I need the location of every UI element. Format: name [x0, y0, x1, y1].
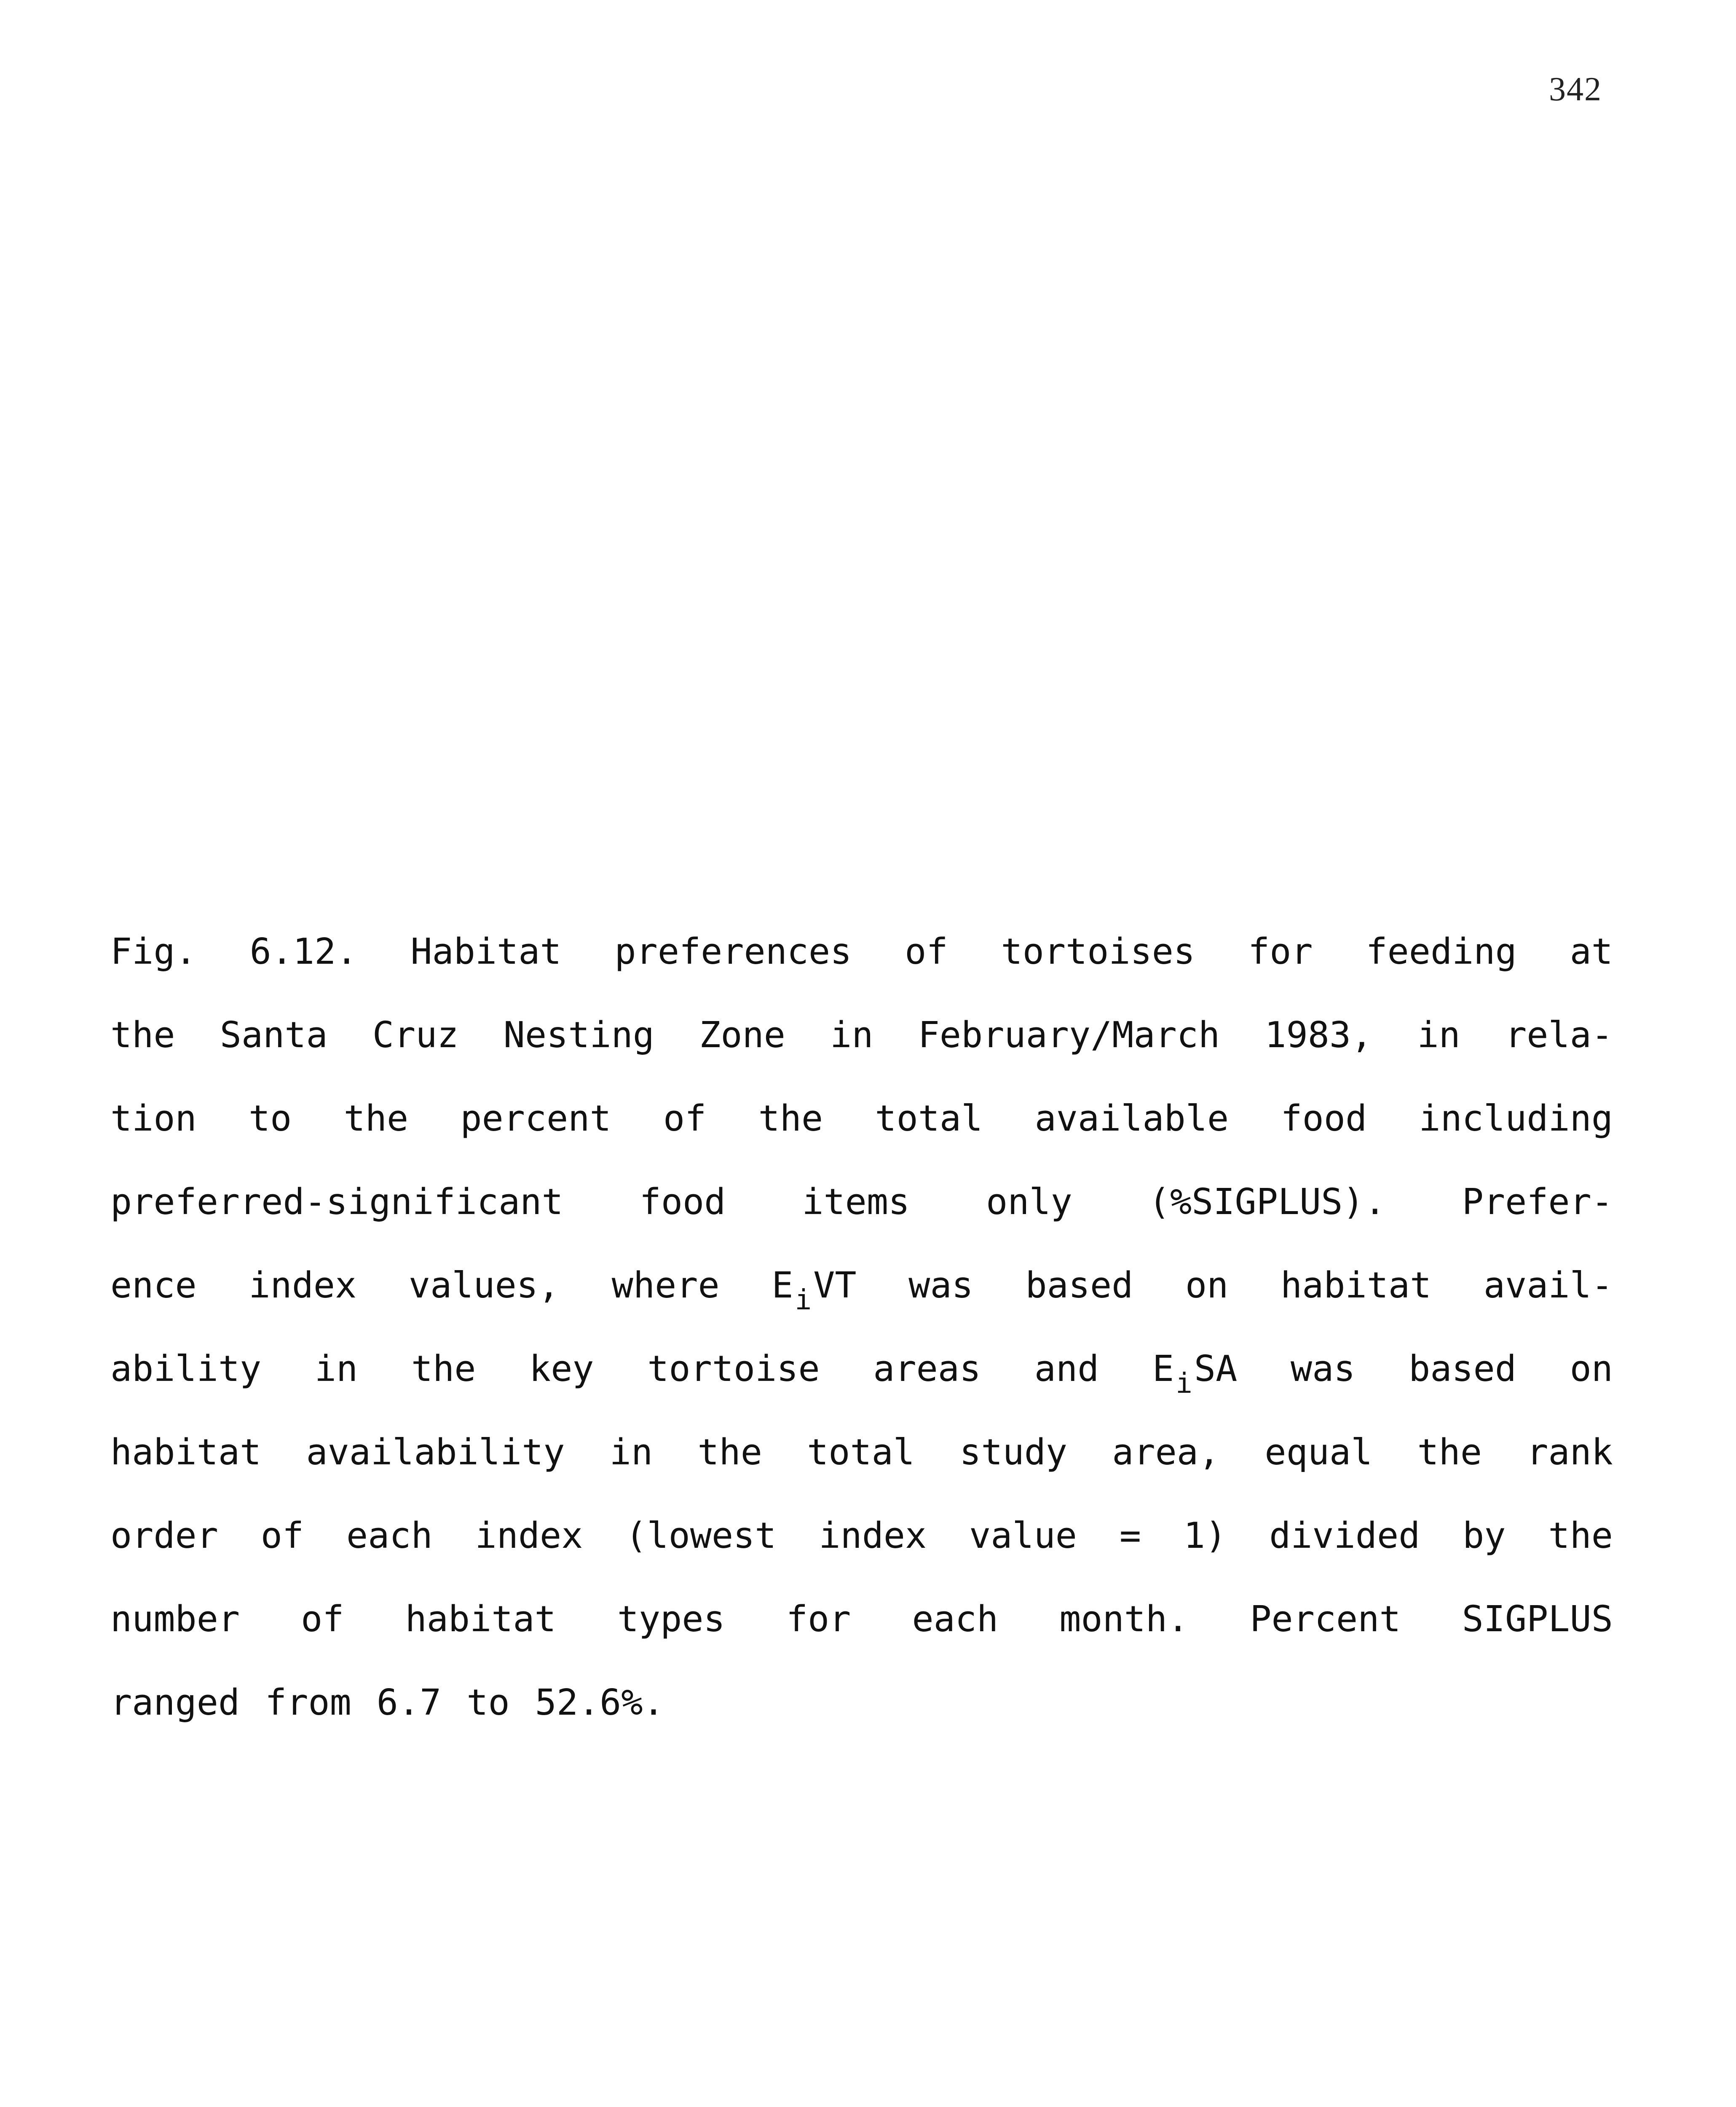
caption-word: 6.12. [249, 931, 358, 973]
caption-word: tion [110, 1098, 197, 1139]
caption-word: Cruz [372, 1014, 459, 1056]
caption-word: study [959, 1431, 1068, 1473]
caption-word: in [609, 1431, 653, 1473]
caption-line [110, 1327, 1613, 1411]
caption-word: in [830, 1014, 873, 1056]
caption-word: avail- [1483, 1265, 1613, 1306]
caption-word: index [475, 1515, 583, 1557]
caption-word: ence [110, 1265, 197, 1306]
caption-word: the [697, 1431, 762, 1473]
caption-word: index [819, 1515, 927, 1557]
caption-word: was [1290, 1348, 1356, 1390]
caption-word: divided [1269, 1515, 1420, 1557]
caption-word: for [1248, 931, 1313, 973]
caption-word: month. [1059, 1598, 1189, 1640]
caption-word: areas [873, 1348, 981, 1390]
caption-word: number [110, 1598, 240, 1640]
caption-line [110, 1578, 1613, 1661]
page-number: 342 [1549, 71, 1602, 108]
caption-word: area, [1112, 1431, 1220, 1473]
caption-word: where [611, 1265, 720, 1306]
caption-word: in [314, 1348, 358, 1390]
figure-caption [110, 910, 1613, 1745]
caption-word: availability [306, 1431, 565, 1473]
caption-word: items [802, 1181, 910, 1223]
caption-word: ability [110, 1348, 262, 1390]
caption-word: order [110, 1515, 218, 1557]
caption-word: Fig. [110, 931, 197, 973]
caption-word: rela- [1505, 1014, 1613, 1056]
caption-word: tortoise [647, 1348, 820, 1390]
caption-word: on [1185, 1265, 1229, 1306]
caption-word: 6.7 [376, 1682, 442, 1724]
caption-word: food [1281, 1098, 1367, 1139]
caption-word: total [875, 1098, 983, 1139]
caption-word: the [343, 1098, 409, 1139]
caption-word: Percent [1250, 1598, 1401, 1640]
caption-word: by [1463, 1515, 1506, 1557]
caption-word: including [1419, 1098, 1613, 1139]
caption-word: SIGPLUS [1462, 1598, 1613, 1640]
caption-word: value [969, 1515, 1077, 1557]
caption-word: on [1570, 1348, 1613, 1390]
caption-word: SA [1194, 1348, 1238, 1390]
caption-word: tortoises [1001, 931, 1195, 973]
caption-word: (lowest [625, 1515, 777, 1557]
caption-word: of [301, 1598, 344, 1640]
caption-word: (%SIGPLUS). [1148, 1181, 1386, 1223]
caption-word: of [905, 931, 948, 973]
caption-word: at [1570, 931, 1613, 973]
caption-word: preferences [614, 931, 852, 973]
caption-word: E [772, 1265, 793, 1306]
caption-word: of [260, 1515, 304, 1557]
caption-word: types [617, 1598, 725, 1640]
caption-word: habitat [1281, 1265, 1432, 1306]
caption-word: February/March [918, 1014, 1220, 1056]
caption-word: key [529, 1348, 594, 1390]
caption-word: based [1409, 1348, 1516, 1390]
caption-word: the [1548, 1515, 1613, 1557]
caption-word: Zone [699, 1014, 785, 1056]
caption-word: ranged [110, 1682, 240, 1724]
caption-word: E [1152, 1348, 1174, 1390]
caption-word: available [1034, 1098, 1229, 1139]
caption-word: the [110, 1014, 175, 1056]
subscript-index: i [1176, 1367, 1192, 1399]
caption-word: to [248, 1098, 292, 1139]
caption-line [110, 994, 1613, 1077]
caption-line [110, 1161, 1613, 1244]
caption-word: to [466, 1682, 510, 1724]
caption-word: the [1417, 1431, 1482, 1473]
caption-word: 1983, [1264, 1014, 1373, 1056]
caption-word: rank [1527, 1431, 1613, 1473]
caption-word: in [1417, 1014, 1460, 1056]
caption-word: was [908, 1265, 973, 1306]
subscript-index: i [795, 1284, 812, 1316]
caption-word: preferred-significant [110, 1181, 563, 1223]
caption-word: Prefer- [1462, 1181, 1613, 1223]
caption-line [110, 1077, 1613, 1161]
caption-word: feeding [1366, 931, 1517, 973]
subscripted-term [1152, 1327, 1237, 1411]
caption-word: for [786, 1598, 851, 1640]
caption-line [110, 1661, 1613, 1745]
caption-word: values, [408, 1265, 560, 1306]
caption-word: Habitat [410, 931, 562, 973]
caption-word: habitat [405, 1598, 556, 1640]
caption-word: index [249, 1265, 357, 1306]
caption-word: = [1119, 1515, 1141, 1557]
caption-word: only [986, 1181, 1072, 1223]
subscripted-term [772, 1244, 856, 1327]
caption-line [110, 1411, 1613, 1494]
caption-word: total [807, 1431, 915, 1473]
caption-word: Santa [220, 1014, 328, 1056]
caption-word: from [265, 1682, 351, 1724]
caption-word: Nesting [503, 1014, 654, 1056]
caption-word: each [346, 1515, 433, 1557]
caption-word: VT [813, 1265, 857, 1306]
caption-word: 52.6%. [535, 1682, 664, 1724]
caption-line [110, 1244, 1613, 1327]
caption-word: based [1025, 1265, 1133, 1306]
caption-word: and [1034, 1348, 1099, 1390]
caption-word: the [758, 1098, 823, 1139]
caption-word: percent [460, 1098, 611, 1139]
caption-word: food [639, 1181, 726, 1223]
caption-word: the [411, 1348, 476, 1390]
caption-word: habitat [110, 1431, 262, 1473]
caption-word: 1) [1183, 1515, 1227, 1557]
caption-line [110, 1494, 1613, 1578]
caption-word: equal [1264, 1431, 1373, 1473]
caption-line [110, 910, 1613, 994]
caption-word: of [663, 1098, 707, 1139]
caption-word: each [912, 1598, 999, 1640]
